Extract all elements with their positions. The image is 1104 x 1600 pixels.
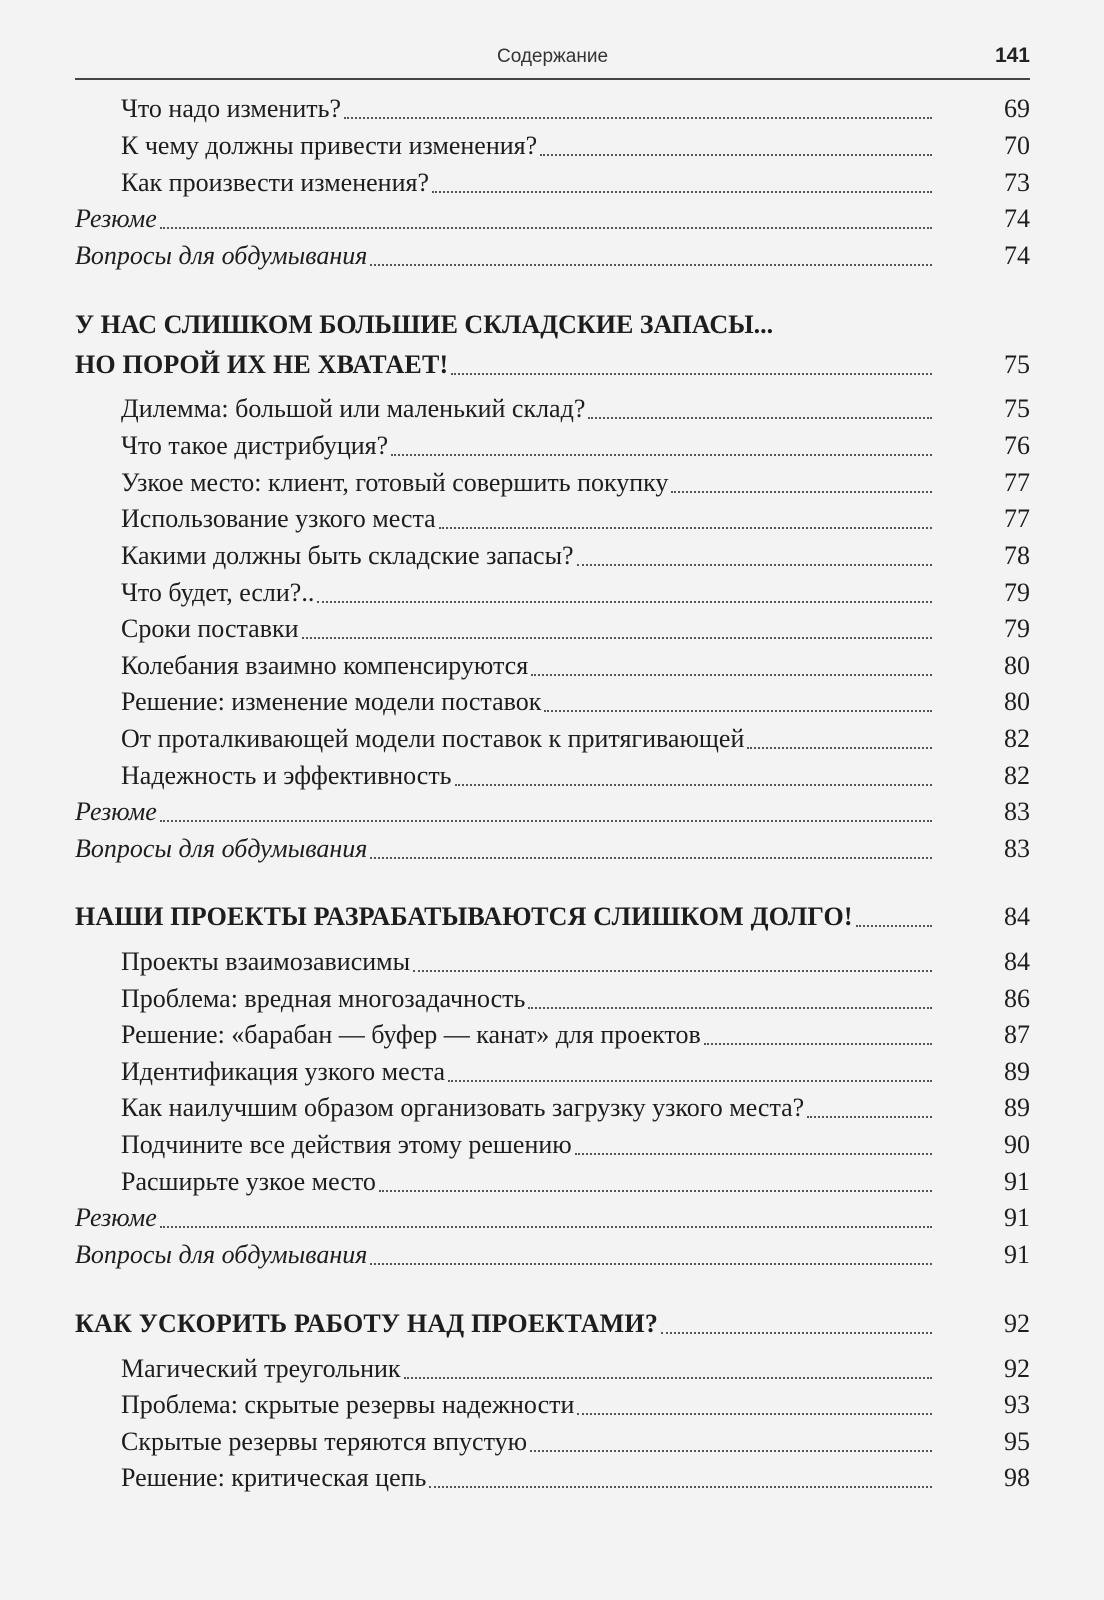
toc-page-number: 74 <box>1004 204 1030 233</box>
dot-leader <box>370 264 932 266</box>
toc-entry-row <box>121 945 934 979</box>
dot-leader <box>413 970 932 972</box>
toc-entry-row <box>121 1352 934 1386</box>
toc-section-entry <box>75 832 1030 866</box>
toc-subsection-entry <box>75 166 1030 200</box>
toc-entry-row <box>121 722 934 756</box>
toc-entry-title: Как произвести изменения? <box>121 168 429 197</box>
toc-subsection-entry <box>75 722 1030 756</box>
toc-page-number: 77 <box>1004 468 1030 497</box>
toc-section-entry <box>75 239 1030 273</box>
dot-leader <box>544 710 932 712</box>
toc-page-number: 86 <box>1004 984 1030 1013</box>
dot-leader <box>588 417 932 419</box>
toc-page-number: 92 <box>1004 1309 1030 1338</box>
toc-entry-title: Скрытые резервы теряются впустую <box>121 1427 528 1456</box>
dot-leader <box>671 491 932 493</box>
toc-entry-title: Резюме <box>75 204 157 233</box>
toc-entry-row <box>121 1018 934 1052</box>
toc-subsection-entry <box>75 759 1030 793</box>
dot-leader <box>575 1153 932 1155</box>
dot-leader <box>439 527 932 529</box>
toc-entry-row <box>121 1128 934 1162</box>
toc-entry-row <box>121 539 934 573</box>
toc-entry-row <box>121 92 934 126</box>
toc-subsection-entry <box>75 502 1030 536</box>
dot-leader <box>577 1413 932 1415</box>
toc-subsection-entry <box>75 649 1030 683</box>
toc-entry-row <box>121 392 934 426</box>
toc-subsection-entry <box>75 1055 1030 1089</box>
toc-entry-title: Какими должны быть складские запасы? <box>121 541 574 570</box>
toc-subsection-entry <box>75 1352 1030 1386</box>
toc-page-number: 90 <box>1004 1130 1030 1159</box>
toc-section-entry <box>75 202 1030 236</box>
toc-entry-row <box>121 1091 934 1125</box>
dot-leader <box>455 784 932 786</box>
toc-entry-row <box>75 1238 934 1272</box>
dot-leader <box>451 373 932 375</box>
toc-entry-title: Вопросы для обдумывания <box>75 241 368 270</box>
dot-leader <box>379 1190 932 1192</box>
toc-entry-row <box>75 1201 934 1235</box>
toc-entry-row <box>75 239 934 273</box>
dot-leader <box>577 564 932 566</box>
running-head-title: Содержание <box>496 46 609 67</box>
toc-entry-title: Что надо изменить? <box>121 94 341 123</box>
toc-entry-row <box>75 900 934 934</box>
toc-entry-row <box>121 576 934 610</box>
toc-page-number: 89 <box>1004 1057 1030 1086</box>
dot-leader <box>531 674 932 676</box>
toc-entry-row <box>121 1461 934 1495</box>
toc-entry-title: НАШИ ПРОЕКТЫ РАЗРАБАТЫВАЮТСЯ СЛИШКОМ ДОЛГО! <box>75 902 853 931</box>
toc-page-number: 74 <box>1004 241 1030 270</box>
toc-subsection-entry <box>75 1388 1030 1422</box>
dot-leader <box>448 1080 932 1082</box>
toc-entry-title: Проблема: скрытые резервы надежности <box>121 1390 575 1419</box>
toc-entry-title: Магический треугольник <box>121 1354 401 1383</box>
toc-section-entry <box>75 1201 1030 1235</box>
toc-chapter-entry <box>75 348 1030 382</box>
toc-page-number: 98 <box>1004 1463 1030 1492</box>
toc-page-number: 91 <box>1004 1167 1030 1196</box>
toc-entry-title: Узкое место: клиент, готовый совершить покупку <box>121 468 669 497</box>
toc-entry-row <box>121 685 934 719</box>
toc-page-number: 83 <box>1004 797 1030 826</box>
toc-subsection-entry <box>75 392 1030 426</box>
toc-entry-title: Проблема: вредная многозадачность <box>121 984 526 1013</box>
toc-subsection-entry <box>75 1461 1030 1495</box>
toc-page-number: 87 <box>1004 1020 1030 1049</box>
toc-page-number: 80 <box>1004 687 1030 716</box>
dot-leader <box>432 191 932 193</box>
toc-entry-row <box>121 129 934 163</box>
toc-page-number: 83 <box>1004 834 1030 863</box>
toc-entry-title: КАК УСКОРИТЬ РАБОТУ НАД ПРОЕКТАМИ? <box>75 1309 659 1338</box>
dot-leader <box>429 1486 932 1488</box>
toc-subsection-entry <box>75 92 1030 126</box>
toc-page-number: 82 <box>1004 724 1030 753</box>
dot-leader <box>344 117 932 119</box>
toc-entry-title: Надежность и эффективность <box>121 761 452 790</box>
toc-chapter-entry <box>75 1307 1030 1341</box>
toc-subsection-entry <box>75 539 1030 573</box>
toc-page-number: 79 <box>1004 578 1030 607</box>
toc-entry-title: Проекты взаимозависимы <box>121 947 411 976</box>
toc-entry-row <box>121 166 934 200</box>
toc-subsection-entry <box>75 466 1030 500</box>
toc-entry-title: Идентификация узкого места <box>121 1057 446 1086</box>
toc-entry-title: НО ПОРОЙ ИХ НЕ ХВАТАЕТ! <box>75 350 449 379</box>
dot-leader <box>807 1116 932 1118</box>
dot-leader <box>404 1377 932 1379</box>
toc-entry-title: Расширьте узкое место <box>121 1167 376 1196</box>
toc-subsection-entry <box>75 129 1030 163</box>
toc-entry-title: Решение: изменение модели поставок <box>121 687 542 716</box>
dot-leader <box>540 154 932 156</box>
toc-entry-title: Использование узкого места <box>121 504 436 533</box>
toc-page-number: 70 <box>1004 131 1030 160</box>
toc-section-entry <box>75 1238 1030 1272</box>
dot-leader <box>661 1332 932 1334</box>
toc-entry-title: Вопросы для обдумывания <box>75 834 368 863</box>
toc-entry-title: Резюме <box>75 797 157 826</box>
toc-entry-row <box>121 466 934 500</box>
toc-subsection-entry <box>75 612 1030 646</box>
toc-page-number: 84 <box>1004 902 1030 931</box>
toc-entry-row <box>121 429 934 463</box>
toc-entry-title: Как наилучшим образом организовать загрузку узкого места? <box>121 1093 805 1122</box>
dot-leader <box>160 820 932 822</box>
toc-page-number: 75 <box>1004 394 1030 423</box>
toc-entry-title: Решение: «барабан — буфер — канат» для проектов <box>121 1020 701 1049</box>
toc-entry-row <box>121 1165 934 1199</box>
chapter-title-first-line: У НАС СЛИШКОМ БОЛЬШИЕ СКЛАДСКИЕ ЗАПАСЫ... <box>75 310 774 339</box>
toc-page-number: 84 <box>1004 947 1030 976</box>
toc-page-number: 93 <box>1004 1390 1030 1419</box>
toc-subsection-entry <box>75 1091 1030 1125</box>
dot-leader <box>160 1226 932 1228</box>
dot-leader <box>317 601 932 603</box>
toc-page-number: 91 <box>1004 1203 1030 1232</box>
toc-page-number: 92 <box>1004 1354 1030 1383</box>
toc-subsection-entry <box>75 1165 1030 1199</box>
toc-entry-row <box>121 1388 934 1422</box>
dot-leader <box>704 1043 932 1045</box>
toc-page-number: 91 <box>1004 1240 1030 1269</box>
toc-subsection-entry <box>75 1018 1030 1052</box>
toc-entry-row <box>75 202 934 236</box>
toc-page-number: 76 <box>1004 431 1030 460</box>
toc-chapter-entry <box>75 900 1030 934</box>
page-number: 141 <box>994 44 1030 67</box>
toc-page-number: 78 <box>1004 541 1030 570</box>
toc-entry-row <box>75 348 934 382</box>
dot-leader <box>856 925 932 927</box>
toc-subsection-entry <box>75 1128 1030 1162</box>
header-rule <box>75 78 1030 80</box>
toc-entry-title: Колебания взаимно компенсируются <box>121 651 529 680</box>
toc-subsection-entry <box>75 945 1030 979</box>
toc-entry-row <box>121 759 934 793</box>
toc-entry-row <box>75 795 934 829</box>
dot-leader <box>528 1007 932 1009</box>
toc-entry-row <box>121 649 934 683</box>
toc-entry-row <box>121 982 934 1016</box>
toc-page-number: 95 <box>1004 1427 1030 1456</box>
toc-subsection-entry <box>75 982 1030 1016</box>
toc-entry-title: Что будет, если?.. <box>121 578 315 607</box>
toc-entry-row <box>121 612 934 646</box>
toc-subsection-entry <box>75 685 1030 719</box>
running-head <box>75 46 1030 78</box>
toc-entry-title: Дилемма: большой или маленький склад? <box>121 394 586 423</box>
toc-entry-title: Резюме <box>75 1203 157 1232</box>
dot-leader <box>530 1450 932 1452</box>
toc-page-number: 69 <box>1004 94 1030 123</box>
toc-page-number: 79 <box>1004 614 1030 643</box>
toc-subsection-entry <box>75 1425 1030 1459</box>
toc-entry-title: К чему должны привести изменения? <box>121 131 538 160</box>
toc-page-number: 82 <box>1004 761 1030 790</box>
dot-leader <box>391 454 932 456</box>
toc-entry-row <box>75 1307 934 1341</box>
toc-entry-row <box>121 1425 934 1459</box>
dot-leader <box>160 227 932 229</box>
toc-page-number: 73 <box>1004 168 1030 197</box>
toc-entry-title: От проталкивающей модели поставок к притягивающей <box>121 724 745 753</box>
toc-page-number: 77 <box>1004 504 1030 533</box>
toc-entry-row <box>121 502 934 536</box>
toc-entry-title: Вопросы для обдумывания <box>75 1240 368 1269</box>
dot-leader <box>370 1263 932 1265</box>
toc-entry-row <box>75 832 934 866</box>
toc-subsection-entry <box>75 429 1030 463</box>
toc-entry-title: Сроки поставки <box>121 614 299 643</box>
toc-subsection-entry <box>75 576 1030 610</box>
toc-entry-row <box>121 1055 934 1089</box>
toc-page-number: 89 <box>1004 1093 1030 1122</box>
toc-entry-title: Подчините все действия этому решению <box>121 1130 572 1159</box>
toc-page-number: 75 <box>1004 350 1030 379</box>
toc-page-number: 80 <box>1004 651 1030 680</box>
toc-entry-title: Решение: критическая цепь <box>121 1463 427 1492</box>
dot-leader <box>370 857 932 859</box>
dot-leader <box>302 637 932 639</box>
toc-entry-title: Что такое дистрибуция? <box>121 431 389 460</box>
toc-section-entry <box>75 795 1030 829</box>
dot-leader <box>747 747 932 749</box>
